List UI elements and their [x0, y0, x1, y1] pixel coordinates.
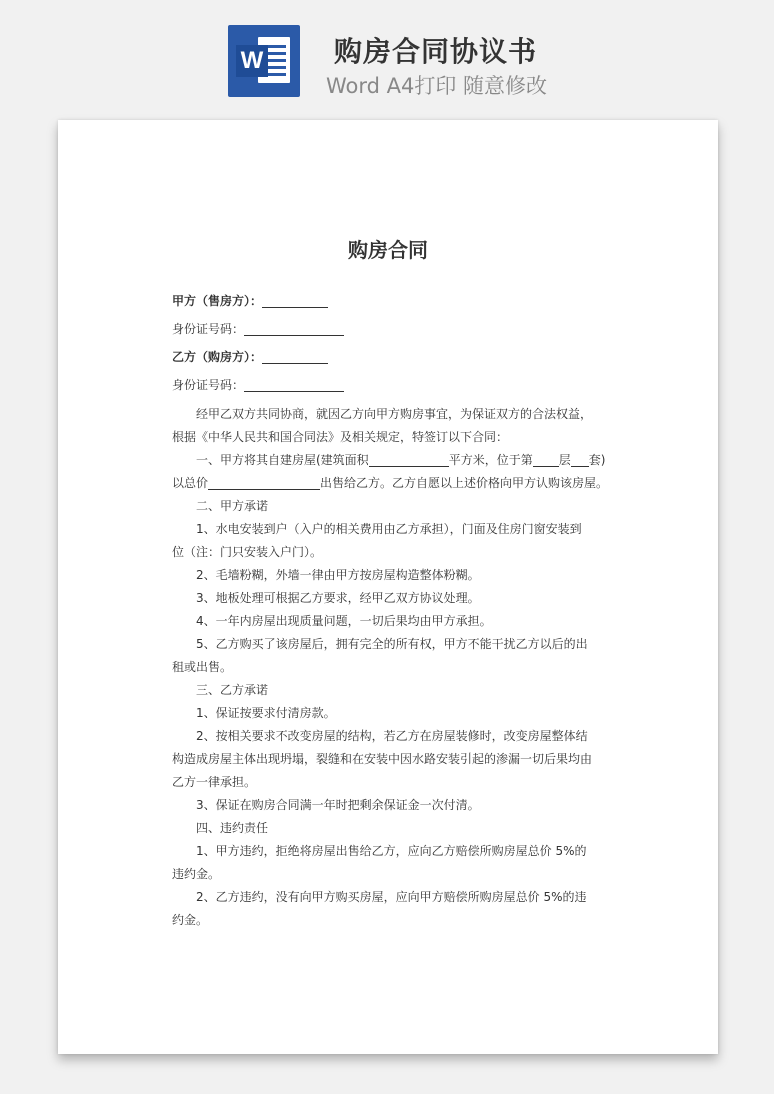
section-2-heading: 二、甲方承诺: [196, 499, 269, 513]
party-a-label: 甲方（售房方）：: [172, 294, 263, 308]
section-2-item-5-b: 租或出售。: [172, 660, 233, 674]
section-3-item-2-b: 构造成房屋主体出现坍塌，裂缝和在安装中因水路安装引起的渗漏一切后果均由: [172, 752, 593, 766]
document-page: [58, 120, 718, 1054]
section-4-item-2-a: 2、乙方违约，没有向甲方购买房屋，应向甲方赔偿所购房屋总价 5%的违: [196, 890, 587, 904]
party-a-blank[interactable]: [262, 293, 328, 308]
section-3-item-2-a: 2、按相关要求不改变房屋的结构，若乙方在房屋装修时，改变房屋整体结: [196, 729, 588, 743]
id-a-label: 身份证号码：: [172, 322, 245, 336]
party-b-blank[interactable]: [262, 349, 328, 364]
header-subtitle: Word A4打印 随意修改: [326, 74, 548, 98]
id-b-line: [172, 374, 606, 397]
section-4-item-1-a: 1、甲方违约，拒绝将房屋出售给乙方，应向乙方赔偿所购房屋总价 5%的: [196, 844, 587, 858]
section-3-heading: 三、乙方承诺: [196, 683, 269, 697]
section-2-item-1-a: 1、水电安装到户（入户的相关费用由乙方承担），门面及住房门窗安装到: [196, 522, 582, 536]
party-b-line: [172, 346, 606, 369]
section-3-item-2-c: 乙方一律承担。: [172, 775, 257, 789]
document-title: 购房合同: [348, 238, 428, 262]
section-2-item-4: 4、一年内房屋出现质量问题，一切后果均由甲方承担。: [196, 614, 492, 628]
unit-blank[interactable]: [571, 452, 589, 467]
intro-line-2: 根据《中华人民共和国合同法》及相关规定，特签订以下合同：: [172, 430, 509, 444]
section-2-item-2: 2、毛墙粉糊，外墙一律由甲方按房屋构造整体粉糊。: [196, 568, 480, 582]
clause-1-line-2: [172, 472, 609, 495]
section-2-item-3: 3、地板处理可根据乙方要求，经甲乙双方协议处理。: [196, 591, 480, 605]
section-4-heading: 四、违约责任: [196, 821, 269, 835]
header: [0, 0, 774, 118]
floor-blank[interactable]: [533, 452, 559, 467]
id-b-blank[interactable]: [244, 377, 344, 392]
area-blank[interactable]: [369, 452, 449, 467]
intro-line-1: 经甲乙双方共同协商，就因乙方向甲方购房事宜，为保证双方的合法权益，: [196, 407, 593, 421]
id-a-blank[interactable]: [244, 321, 344, 336]
section-3-item-3: 3、保证在购房合同满一年时把剩余保证金一次付清。: [196, 798, 480, 812]
id-a-line: [172, 318, 606, 341]
clause-1-line-1: [196, 449, 630, 472]
clause-1-text-c: 层: [558, 453, 571, 467]
id-b-label: 身份证号码：: [172, 378, 245, 392]
price-blank[interactable]: [208, 475, 320, 490]
clause-1-text-e: 以总价: [172, 476, 209, 490]
section-2-item-5-a: 5、乙方购买了该房屋后，拥有完全的所有权，甲方不能干扰乙方以后的出: [196, 637, 588, 651]
party-b-label: 乙方（购房方）：: [172, 350, 263, 364]
clause-1-text-f: 出售给乙方。乙方自愿以上述价格向甲方认购该房屋。: [320, 476, 609, 490]
section-4-item-1-b: 违约金。: [172, 867, 221, 881]
clause-1-text-d: 套): [588, 453, 606, 467]
section-3-item-1: 1、保证按要求付清房款。: [196, 706, 336, 720]
header-title: 购房合同协议书: [334, 35, 538, 68]
clause-1-text-b: 平方米，位于第: [448, 453, 533, 467]
party-a-line: [172, 290, 606, 313]
clause-1-text-a: 一、甲方将其自建房屋(建筑面积: [196, 453, 369, 467]
section-4-item-2-b: 约金。: [172, 913, 209, 927]
word-document-icon: [228, 25, 300, 97]
section-2-item-1-b: 位（注：门只安装入户门）。: [172, 545, 323, 559]
word-letter: W: [236, 45, 268, 77]
